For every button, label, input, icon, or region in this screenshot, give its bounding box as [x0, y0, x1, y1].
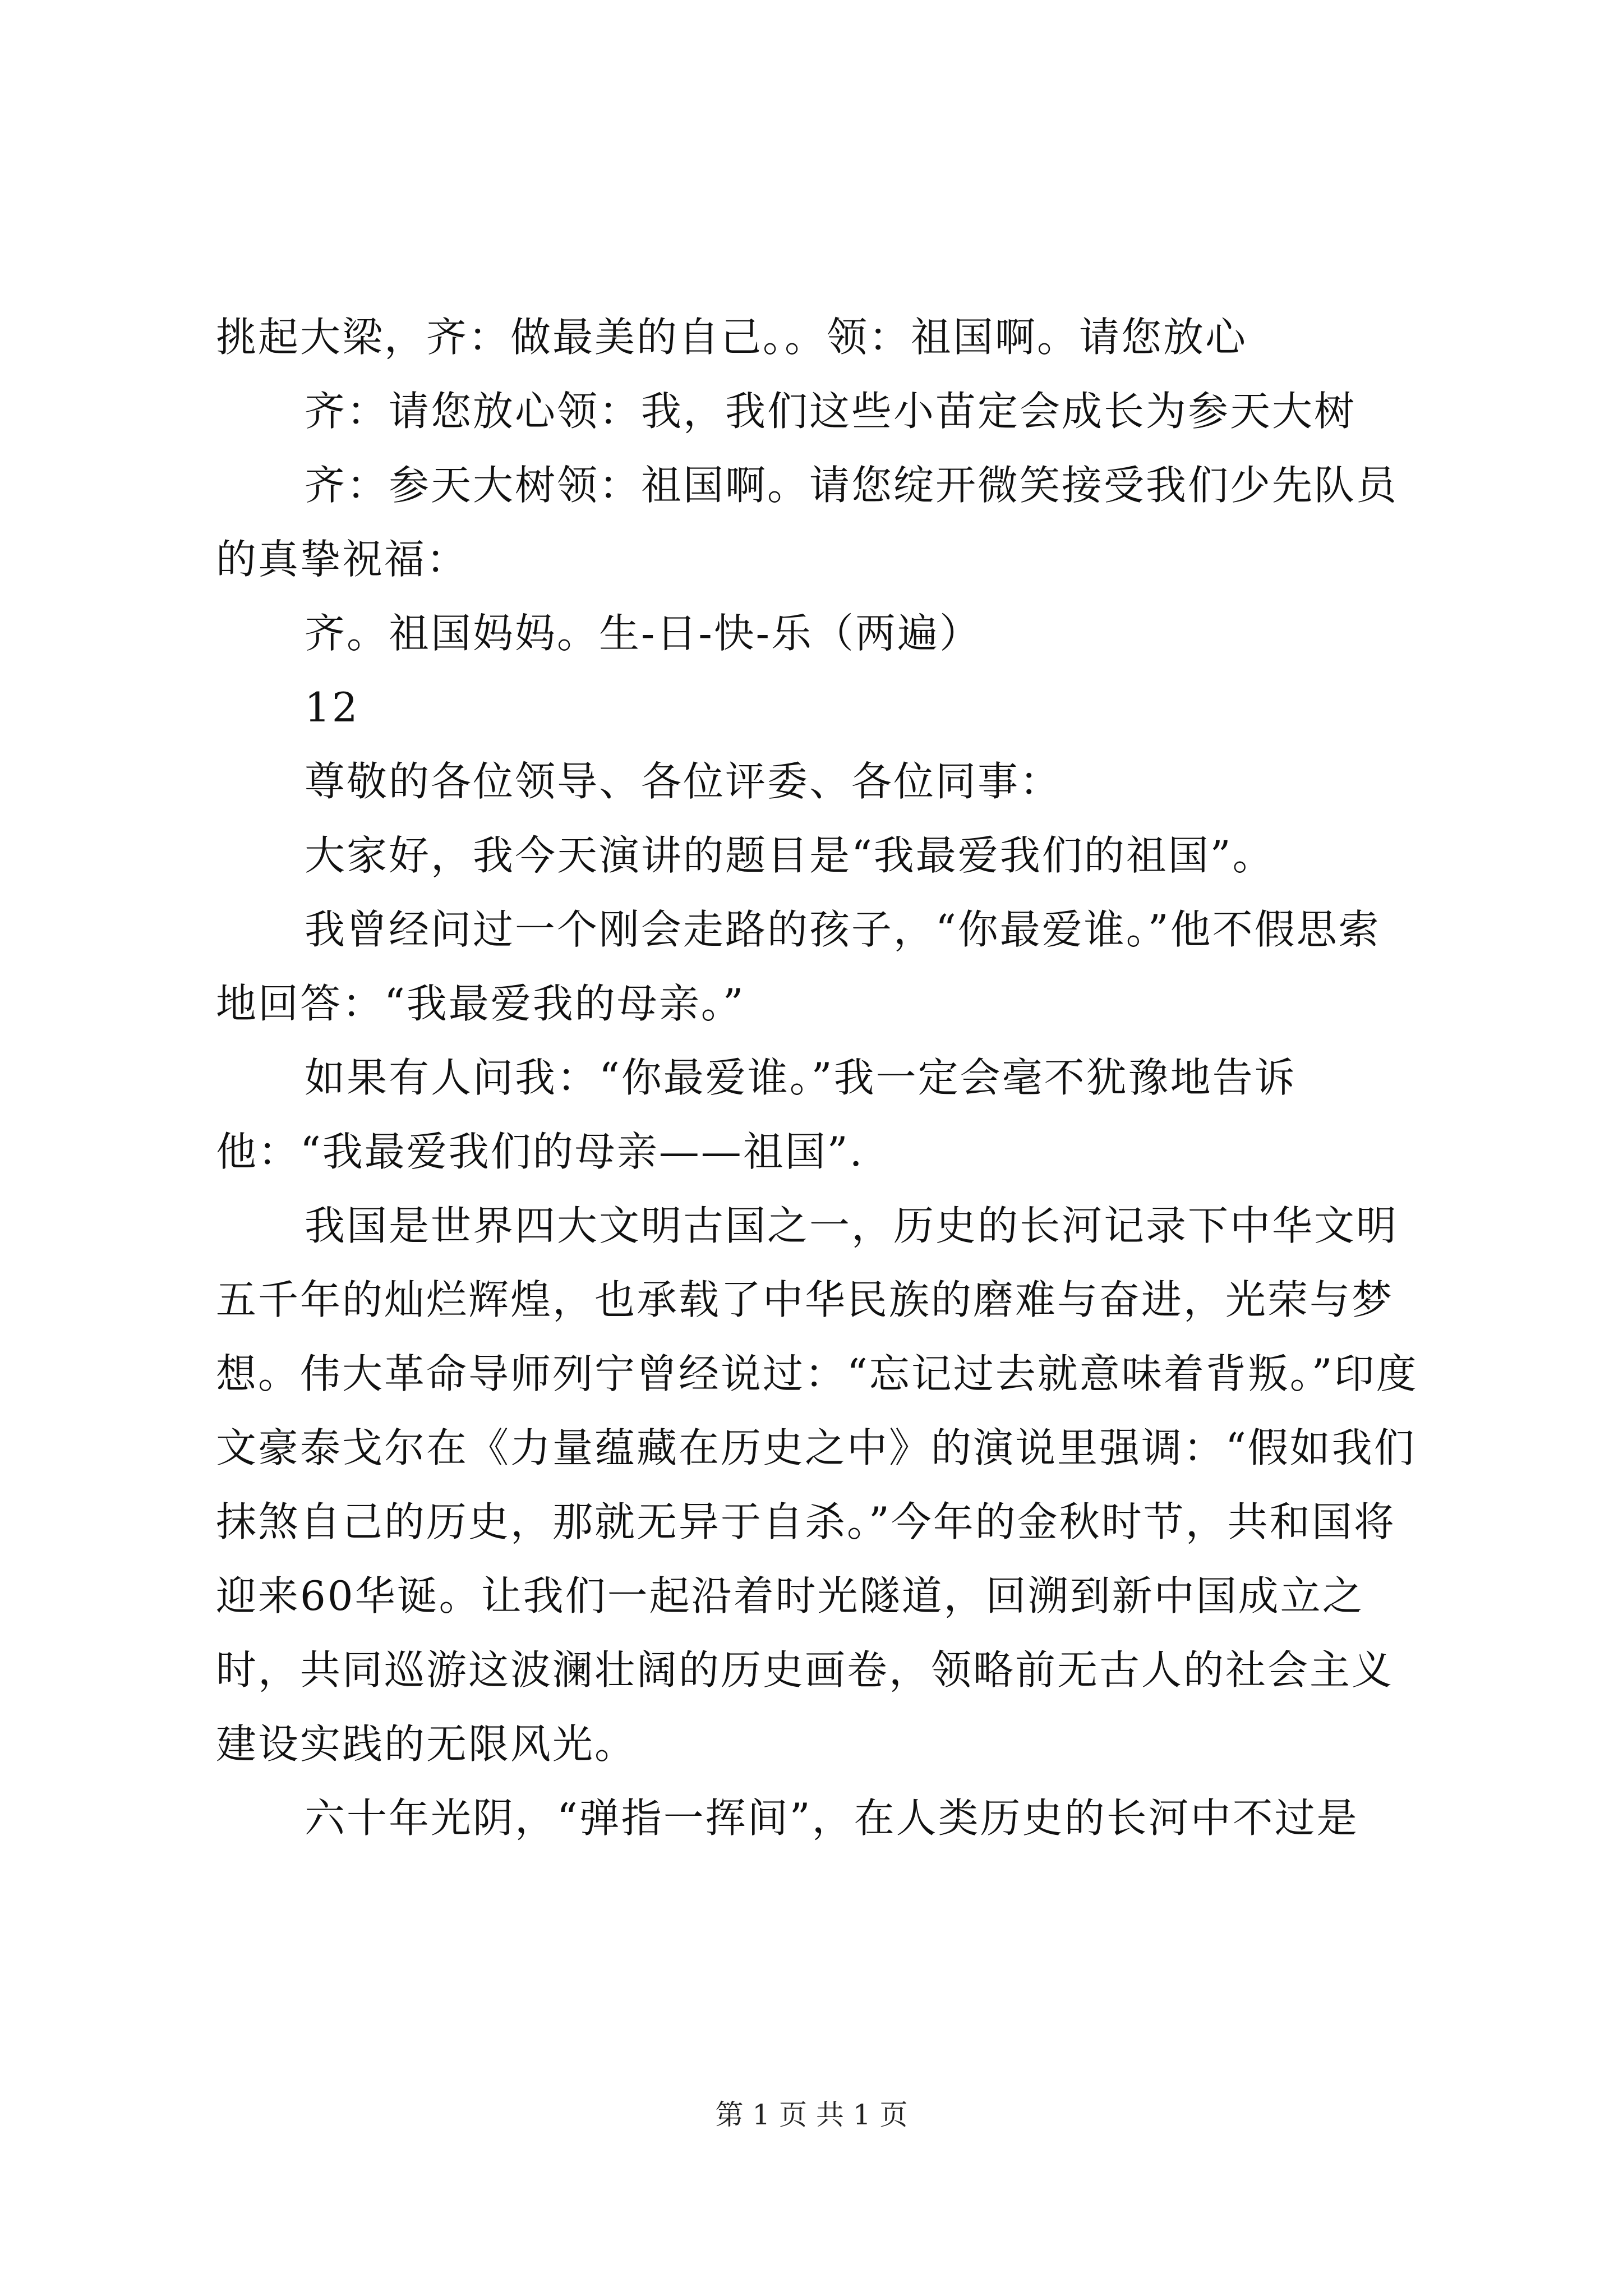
paragraph: 大家好，我今天演讲的题目是“我最爱我们的祖国”。	[305, 832, 1275, 879]
paragraph: 我曾经问过一个刚会走路的孩子，“你最爱谁。”他不假思索地回答：“我最爱我的母亲。”	[216, 906, 1381, 1027]
paragraph: 齐：请您放心领：我，我们这些小苗定会成长为参天大树	[305, 388, 1357, 435]
paragraph: 挑起大梁，齐：做最美的自己。。领：祖国啊。请您放心	[216, 314, 1248, 361]
document-body	[216, 300, 1422, 1855]
paragraph: 尊敬的各位领导、各位评委、各位同事：	[305, 758, 1062, 805]
paragraph: 如果有人问我：“你最爱谁。”我一定会毫不犹豫地告诉他：“我最爱我们的母亲——祖国”.	[216, 1054, 1297, 1175]
paragraph: 六十年光阴，“弹指一挥间”，在人类历史的长河中不过是	[305, 1795, 1359, 1842]
paragraph: 齐：参天大树领：祖国啊。请您绽开微笑接受我们少先队员的真挚祝福：	[216, 462, 1399, 583]
page-footer: 第 1 页 共 1 页	[715, 2099, 908, 2131]
paragraph: 齐。祖国妈妈。生-日-快-乐（两遍）	[305, 610, 981, 657]
paragraph: 12	[305, 684, 359, 731]
paragraph: 我国是世界四大文明古国之一，历史的长河记录下中华文明五千年的灿烂辉煌，也承载了中华民族的磨难与奋进，光荣与梦想。伟大革命导师列宁曾经说过：“忘记过去就意味着背叛。”印度文豪泰戈尔在《力量蕴藏在历史之中》的演说里强调：“假如我们抹煞自己的历史，那就无异于自杀。”今年的金秋时节，共和国将迎来60华诞。让我们一起沿着时光隧道，回溯到新中国成立之时，共同巡游这波澜壮阔的历史画卷，领略前无古人的社会主义建设实践的无限风光。	[216, 1202, 1418, 1768]
